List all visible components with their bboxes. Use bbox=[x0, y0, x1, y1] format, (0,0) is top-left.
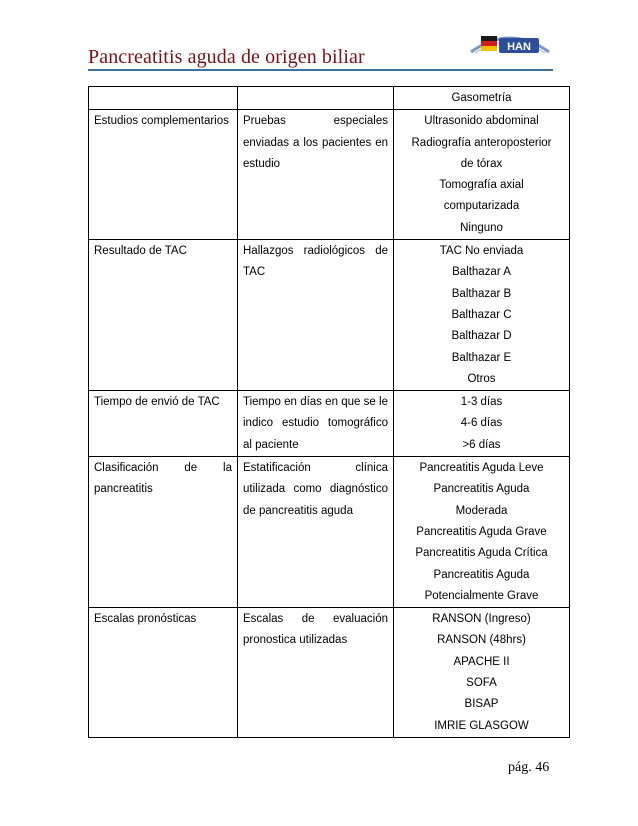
table-row bbox=[89, 608, 570, 738]
variable-values-cell bbox=[394, 110, 570, 240]
variable-values-cell bbox=[394, 457, 570, 608]
value-line: Pancreatitis Aguda Leve bbox=[419, 462, 544, 475]
variable-name-cell: Estudios complementarios bbox=[89, 110, 238, 240]
value-line: Moderada bbox=[455, 504, 508, 517]
value-line: Balthazar B bbox=[451, 287, 512, 300]
table-row bbox=[89, 391, 570, 457]
variable-definition-cell: Escalas de evaluación pronostica utilizadas bbox=[238, 608, 394, 738]
variable-definition-cell: Hallazgos radiológicos de TAC bbox=[238, 240, 394, 391]
title-underline bbox=[88, 69, 553, 71]
logo-text: HAN bbox=[507, 41, 531, 53]
variable-definition-cell: Estatificación clínica utilizada como diagnóstico de pancreatitis aguda bbox=[238, 457, 394, 608]
variable-definition-cell: Pruebas especiales enviadas a los pacientes en estudio bbox=[238, 110, 394, 240]
variable-values-cell bbox=[394, 240, 570, 391]
value-line: Ultrasonido abdominal bbox=[424, 115, 539, 128]
table-cell bbox=[89, 87, 238, 110]
table-cell bbox=[238, 87, 394, 110]
value-line: 1-3 días bbox=[460, 396, 503, 409]
value-line: SOFA bbox=[466, 677, 497, 690]
value-line: Otros bbox=[467, 372, 496, 385]
value-line: Radiografía anteroposterior bbox=[411, 136, 552, 149]
value-line: Balthazar A bbox=[452, 266, 511, 279]
variable-name-cell: Resultado de TAC bbox=[89, 240, 238, 391]
value-line: Balthazar E bbox=[451, 351, 512, 364]
value-line: >6 días bbox=[462, 438, 501, 451]
variable-definition-cell: Tiempo en días en que se le indico estudio tomográfico al paciente bbox=[238, 391, 394, 457]
variable-name-cell: Clasificación de la pancreatitis bbox=[89, 457, 238, 608]
value-line: 4-6 días bbox=[460, 417, 503, 430]
variable-values-cell bbox=[394, 608, 570, 738]
table-row bbox=[89, 110, 570, 240]
value-line: Pancreatitis Aguda Grave bbox=[416, 525, 547, 538]
value-line: Balthazar C bbox=[451, 308, 512, 321]
value-line: Pancreatitis Aguda bbox=[433, 483, 530, 496]
value-line: RANSON (Ingreso) bbox=[432, 613, 531, 626]
value-line: computarizada bbox=[443, 200, 520, 213]
table-row bbox=[89, 240, 570, 391]
table-row bbox=[89, 457, 570, 608]
value-line: Balthazar D bbox=[451, 330, 512, 343]
value-line: de tórax bbox=[460, 157, 503, 170]
value-line: RANSON (48hrs) bbox=[437, 634, 526, 647]
value-line: Ninguno bbox=[460, 221, 503, 234]
variable-name-cell: Escalas pronósticas bbox=[89, 608, 238, 738]
variables-table bbox=[88, 86, 570, 738]
value-line: Potencialmente Grave bbox=[424, 589, 539, 602]
value-line: Tomografía axial bbox=[439, 179, 524, 192]
table-header-row bbox=[89, 87, 570, 110]
page-title: Pancreatitis aguda de origen biliar bbox=[88, 46, 365, 68]
value-line: BISAP bbox=[464, 698, 499, 711]
value-line: IMRIE GLASGOW bbox=[434, 719, 529, 732]
value-line: APACHE II bbox=[453, 655, 510, 668]
value-line: Pancreatitis Aguda Crítica bbox=[415, 547, 548, 560]
value-line: Pancreatitis Aguda bbox=[433, 568, 530, 581]
page-number: pág. 46 bbox=[508, 760, 550, 775]
han-logo bbox=[465, 22, 555, 68]
variable-name-cell: Tiempo de envió de TAC bbox=[89, 391, 238, 457]
value-line: TAC No enviada bbox=[439, 245, 524, 258]
table-cell: Gasometría bbox=[394, 87, 570, 110]
variable-values-cell bbox=[394, 391, 570, 457]
